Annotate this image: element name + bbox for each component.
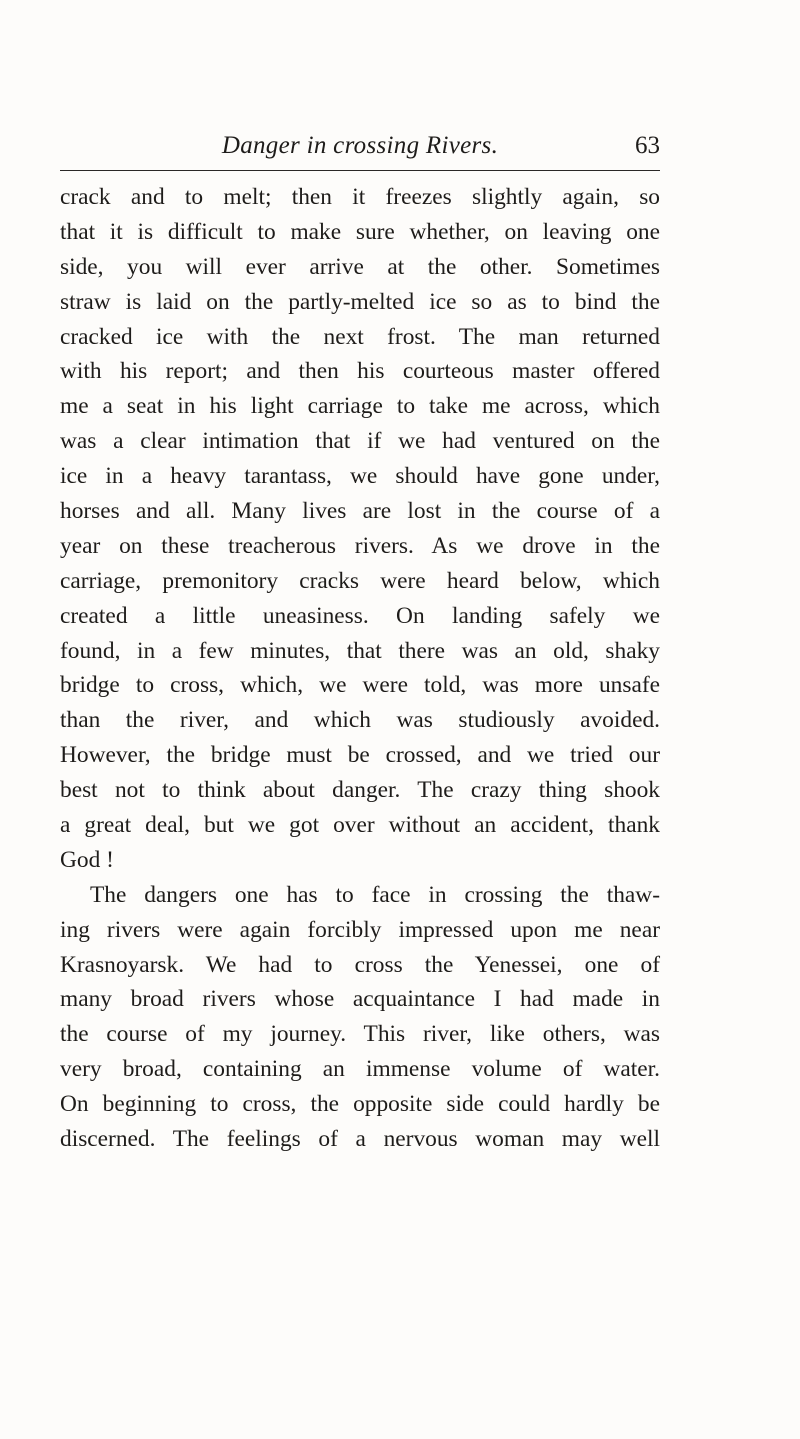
text-line: the course of my journey. This river, like others, was <box>60 1021 660 1048</box>
text-line: a great deal, but we got over without an accident, thank <box>60 812 660 839</box>
text-line: bridge to cross, which, we were told, was more unsafe <box>60 672 660 699</box>
text-line: On beginning to cross, the opposite side could hardly be <box>60 1091 660 1118</box>
paragraph-start-line: The dangers one has to face in crossing the thaw- <box>90 881 660 908</box>
text-line: However, the bridge must be crossed, and we tried our <box>60 742 660 769</box>
text-line: was a clear intimation that if we had ventured on the <box>60 428 660 455</box>
text-line: ing rivers were again forcibly impressed upon me near <box>60 916 660 943</box>
text-line: with his report; and then his courteous master offered <box>60 358 660 385</box>
text-line: crack and to melt; then it freezes slightly again, so <box>60 184 660 210</box>
running-head <box>60 128 660 164</box>
body-text <box>60 180 660 1157</box>
text-line: me a seat in his light carriage to take me across, which <box>60 393 660 420</box>
text-line: horses and all. Many lives are lost in the course of a <box>60 498 660 525</box>
header-rule <box>60 170 660 171</box>
text-line: very broad, containing an immense volume of water. <box>60 1056 660 1083</box>
text-line: side, you will ever arrive at the other. Sometimes <box>60 253 660 280</box>
text-line: Krasnoyarsk. We had to cross the Yenessei, one of <box>60 951 660 978</box>
text-line: best not to think about danger. The crazy thing shook <box>60 777 660 804</box>
text-line: found, in a few minutes, that there was an old, shaky <box>60 637 660 664</box>
text-line: discerned. The feelings of a nervous woman may well <box>60 1126 660 1153</box>
text-line: than the river, and which was studiously avoided. <box>60 707 660 734</box>
text-line: year on these treacherous rivers. As we drove in the <box>60 532 660 559</box>
text-line: many broad rivers whose acquaintance I had made in <box>60 986 660 1013</box>
text-line: carriage, premonitory cracks were heard below, which <box>60 567 660 594</box>
text-line: cracked ice with the next frost. The man returned <box>60 323 660 350</box>
text-line: created a little uneasiness. On landing safely we <box>60 602 660 629</box>
page-number: 63 <box>635 132 660 159</box>
text-line: that it is difficult to make sure whether, on leaving one <box>60 218 660 245</box>
text-line: God ! <box>60 846 114 873</box>
text-line: ice in a heavy tarantass, we should have gone under, <box>60 463 660 490</box>
text-line: straw is laid on the partly-melted ice so as to bind the <box>60 288 660 315</box>
running-title: Danger in crossing Rivers. <box>221 132 499 159</box>
